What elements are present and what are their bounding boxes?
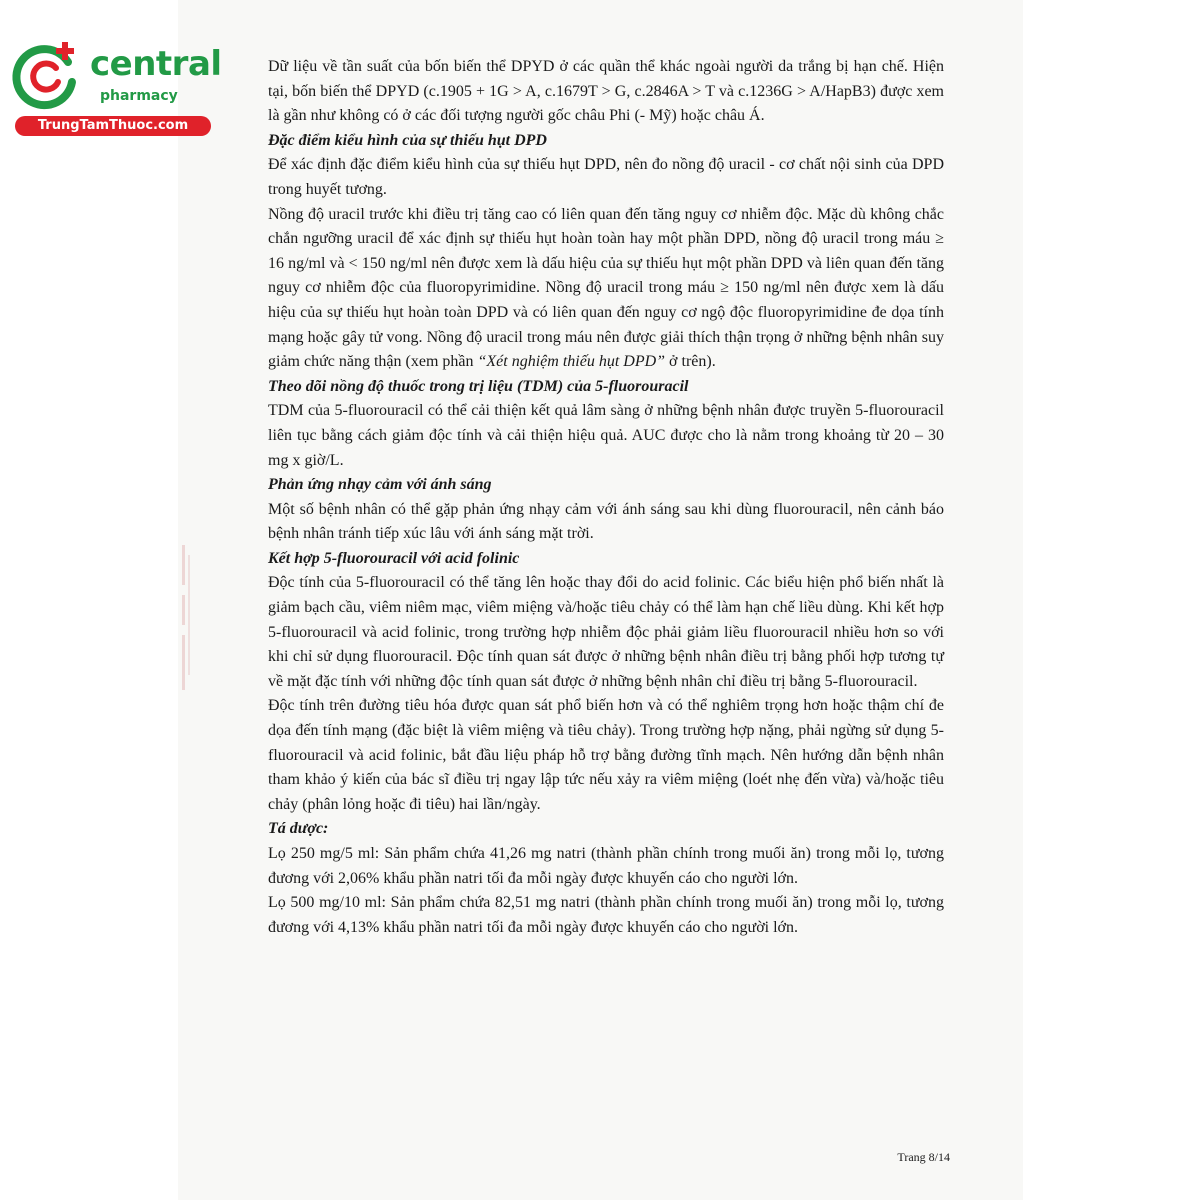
paragraph: Lọ 250 mg/5 ml: Sản phẩm chứa 41,26 mg natri (thành phần chính trong muối ăn) trong mỗi lọ, tương đương với 2,06% khẩu phần natri tối đa mỗi ngày được khuyến cáo cho người lớn.: [268, 845, 944, 887]
paragraph: Độc tính trên đường tiêu hóa được quan sát phổ biến hơn và có thể nghiêm trọng hơn hoặc thậm chí đe dọa đến tính mạng (đặc biệt là viêm miệng và tiêu chảy). Trong trường hợp nặng, phải ngừng sử dụng 5- fluorouracil và acid folinic, bắt đầu liệu pháp hỗ trợ bằng đường tĩnh mạch. Nên hướng dẫn bệnh nhân tham khảo ý kiến của bác sĩ điều trị ngay lập tức nếu xảy ra viêm miệng (loét nhẹ đến vừa) và/hoặc tiêu chảy (phân lỏng hoặc đi tiêu) hai lần/ngày.: [268, 697, 944, 813]
section-heading: Phản ứng nhạy cảm với ánh sáng: [268, 476, 492, 494]
paragraph: Dữ liệu về tần suất của bốn biến thể DPYD ở các quần thể khác ngoài người da trắng bị hạn chế. Hiện tại, bốn biến thể DPYD (c.1905 + 1G > A, c.1679T > G, c.2846A > T và c.1236G > A/HapB3) được xem là gần như không có ở các đối tượng người gốc châu Phi (- Mỹ) hoặc châu Á.: [268, 58, 944, 125]
section-heading: Đặc điểm kiểu hình của sự thiếu hụt DPD: [268, 131, 547, 149]
section-heading: Kết hợp 5-fluorouracil với acid folinic: [268, 549, 520, 567]
faint-stamp-mark: [178, 545, 196, 695]
document-body: [268, 55, 944, 940]
logo-subtitle: pharmacy: [100, 88, 178, 104]
pharmacy-cross-logo-icon: [10, 38, 82, 110]
paragraph-text-end: ở trên).: [665, 353, 716, 371]
section-heading: Theo dõi nồng độ thuốc trong trị liệu (TDM) của 5-fluorouracil: [268, 377, 689, 395]
pharmacy-logo: [10, 38, 222, 138]
paragraph: Độc tính của 5-fluorouracil có thể tăng lên hoặc thay đổi do acid folinic. Các biểu hiện phổ biến nhất là giảm bạch cầu, viêm niêm mạc, viêm miệng và/hoặc tiêu chảy có thể làm hạn chế liều dùng. Khi kết hợp 5-fluorouracil và acid folinic, trong trường hợp nhiễm độc phải giảm liều fluorouracil nhiều hơn so với khi chỉ sử dụng fluorouracil. Độc tính quan sát được ở những bệnh nhân điều trị bằng phối hợp tương tự về mặt đặc tính với những độc tính quan sát được ở những bệnh nhân chỉ điều trị bằng 5-fluorouracil.: [268, 574, 944, 690]
paragraph: Một số bệnh nhân có thể gặp phản ứng nhạy cảm với ánh sáng sau khi dùng fluorouracil, nên cảnh báo bệnh nhân tránh tiếp xúc lâu với ánh sáng mặt trời.: [268, 500, 944, 543]
cross-reference: “Xét nghiệm thiếu hụt DPD”: [477, 353, 666, 371]
paragraph: TDM của 5-fluorouracil có thể cải thiện kết quả lâm sàng ở những bệnh nhân được truyền 5-fluorouracil liên tục bằng cách giảm độc tính và cải thiện hiệu quả. AUC được cho là nằm trong khoảng từ 20 – 30 mg x giờ/L.: [268, 402, 944, 469]
paragraph-text: Nồng độ uracil trước khi điều trị tăng cao có liên quan đến tăng nguy cơ nhiễm độc. Mặc dù không chắc chắn ngưỡng uracil để xác định sự thiếu hụt hoàn toàn hay một phần DPD, nồng độ uracil trong máu ≥ 16 ng/ml và < 150 ng/ml nên được xem là dấu hiệu của sự thiếu hụt một phần DPD và liên quan đến tăng nguy cơ nhiễm độc của fluoropyrimidine. Nồng độ uracil trong máu ≥ 150 ng/ml nên được xem là dấu hiệu của sự thiếu hụt hoàn toàn DPD và có liên quan đến nguy cơ ngộ độc fluoropyrimidine đe dọa tính mạng hoặc gây tử vong. Nồng độ uracil trong máu nên được giải thích thận trọng ở những bệnh nhân suy giảm chức năng thận (xem phần: [268, 205, 944, 371]
paragraph: Để xác định đặc điểm kiểu hình của sự thiếu hụt DPD, nên đo nồng độ uracil - cơ chất nội sinh của DPD trong huyết tương.: [268, 156, 944, 198]
logo-wordmark: central: [90, 44, 222, 84]
paragraph: Lọ 500 mg/10 ml: Sản phẩm chứa 82,51 mg natri (thành phần chính trong muối ăn) trong mỗi lọ, tương đương với 4,13% khẩu phần natri tối đa mỗi ngày được khuyến cáo cho người lớn.: [268, 894, 944, 936]
page-number: Trang 8/14: [897, 1150, 950, 1164]
paragraph: [268, 203, 944, 375]
logo-banner: TrungTamThuoc.com: [15, 116, 211, 136]
section-heading: Tá dược:: [268, 820, 329, 838]
